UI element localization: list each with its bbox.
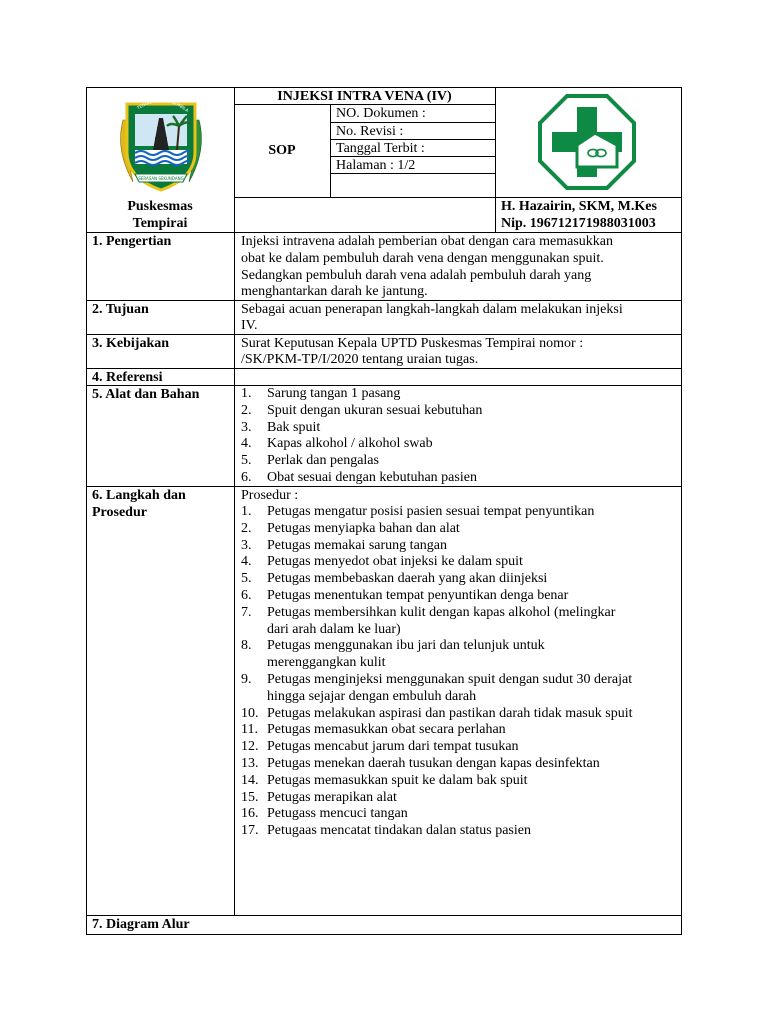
section-label-diagram: 7. Diagram Alur (92, 917, 190, 932)
alat-list (241, 386, 482, 487)
list-item: 10. Petugas melakukan aspirasi dan pastikan darah tidak masuk spuit (241, 705, 633, 721)
kebijakan-line: /SK/PKM-TP/I/2020 tentang uraian tugas. (241, 352, 479, 367)
list-item: 17. Petugaas mencatat tindakan dalan status pasien (241, 823, 531, 839)
field-no-revisi: No. Revisi : (336, 124, 404, 139)
section-label-langkah: 6. Langkah dan (92, 488, 186, 503)
pengertian-line: Sedangkan pembuluh darah vena adalah pembuluh darah yang (241, 268, 592, 283)
pengertian-line: Injeksi intravena adalah pemberian obat dengan cara memasukkan (241, 234, 614, 249)
list-item: 6. Petugas menentukan tempat penyuntikan denga benar (241, 587, 569, 603)
list-item: 9. Petugas menginjeksi menggunakan spuit dengan sudut 30 derajat hingga sejajar dengan embuluh darah (241, 671, 633, 704)
signer-nip: Nip. 196712171988031003 (501, 216, 656, 231)
section-label-tujuan: 2. Tujuan (92, 302, 149, 317)
regional-emblem-logo (113, 90, 209, 196)
list-item: 8. Petugas menggunakan ibu jari dan telunjuk untuk merenggangkan kulit (241, 638, 545, 671)
list-item: 2. Spuit dengan ukuran sesuai kebutuhan (241, 402, 483, 418)
list-item: 5. Petugas membebaskan daerah yang akan diinjeksi (241, 571, 548, 587)
section-label-kebijakan: 3. Kebijakan (92, 336, 170, 351)
list-item: 12. Petugas mencabut jarum dari tempat tusukan (241, 739, 519, 755)
list-item: 13. Petugas menekan daerah tusukan dengan kapas desinfektan (241, 755, 600, 771)
list-item: 5. Perlak dan pengalas (241, 453, 379, 469)
kebijakan-line: Surat Keputusan Kepala UPTD Puskesmas Tempirai nomor : (241, 336, 584, 351)
prosedur-intro: Prosedur : (241, 488, 299, 503)
field-tanggal-terbit: Tanggal Terbit : (336, 141, 425, 156)
tujuan-line: Sebagai acuan penerapan langkah-langkah dalam melakukan injeksi (241, 302, 623, 317)
prosedur-list (241, 504, 632, 840)
list-item: 3. Petugas memakai sarung tangan (241, 537, 448, 553)
emblem-top-text: TENGGAL ABAD SEMBILA (136, 97, 190, 113)
list-item: 1. Petugas mengatur posisi pasien sesuai tempat penyuntikan (241, 504, 595, 519)
list-item: 1. Sarung tangan 1 pasang (241, 386, 401, 401)
list-item: 4. Kapas alkohol / alkohol swab (241, 436, 433, 452)
list-item: 15. Petugas merapikan alat (241, 789, 397, 805)
field-no-dokumen: NO. Dokumen : (336, 106, 426, 121)
org-name-line2: Tempirai (132, 216, 188, 231)
doc-title: INJEKSI INTRA VENA (IV) (277, 89, 452, 104)
section-label-alat: 5. Alat dan Bahan (92, 387, 200, 402)
org-name-line1: Puskesmas (127, 199, 193, 214)
list-item: 3. Bak spuit (241, 419, 321, 435)
list-item: 16. Petugass mencuci tangan (241, 806, 408, 822)
list-item: 2. Petugas menyiapka bahan dan alat (241, 520, 460, 536)
puskesmas-logo (537, 93, 637, 191)
signer-name: H. Hazairin, SKM, M.Kes (501, 199, 657, 214)
list-item: 14. Petugas memasukkan spuit ke dalam bak spuit (241, 772, 528, 788)
list-item: 4. Petugas menyedot obat injeksi ke dalam spuit (241, 554, 523, 570)
section-label-referensi: 4. Referensi (92, 370, 163, 385)
emblem-bottom-text: SERASAN SEKUNDANG (138, 176, 184, 181)
list-item: 11. Petugas memasukkan obat secara perlahan (241, 722, 506, 738)
pengertian-line: obat ke dalam pembuluh darah vena dengan menggunakan spuit. (241, 251, 604, 266)
sop-label: SOP (268, 143, 296, 158)
section-label-pengertian: 1. Pengertian (92, 234, 172, 249)
pengertian-line: menghantarkan darah ke jantung. (241, 284, 428, 299)
field-halaman: Halaman : 1/2 (336, 158, 416, 173)
section-label-prosedur: Prosedur (92, 505, 147, 520)
list-item: 7. Petugas membersihkan kulit dengan kapas alkohol (melingkar dari arah dalam ke luar) (241, 604, 616, 637)
list-item: 6. Obat sesuai dengan kebutuhan pasien (241, 469, 477, 485)
tujuan-line: IV. (241, 318, 258, 333)
